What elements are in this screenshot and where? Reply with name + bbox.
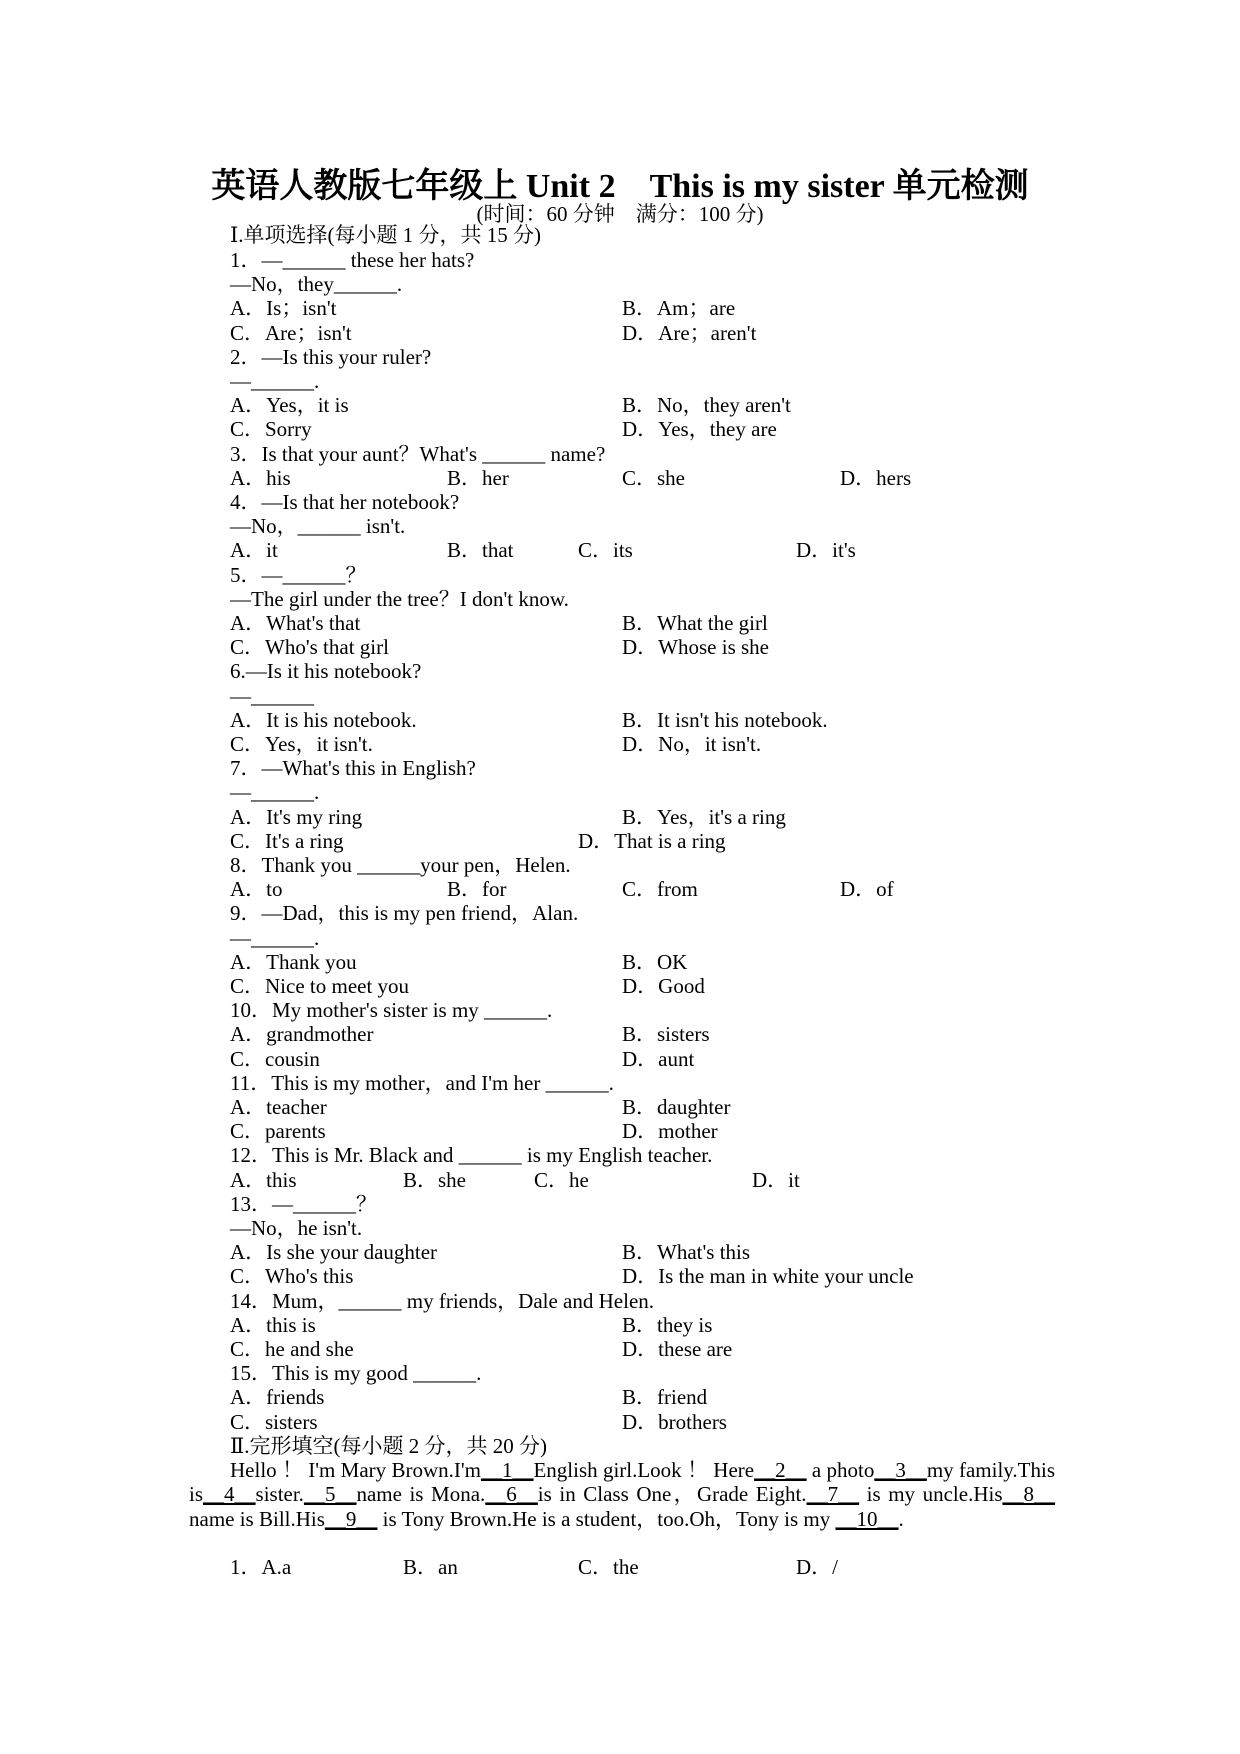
question-8-option-a: A．to (230, 877, 283, 902)
question-15-option-d: D．brothers (622, 1409, 727, 1434)
question-3-option-d: D．hers (840, 465, 912, 490)
cloze-blank: __5__ (303, 1482, 357, 1507)
question-6-option-a: A．It is his notebook. (230, 707, 417, 732)
question-14-option-c: C．he and she (230, 1337, 354, 1361)
cloze-text: name is Bill.His (189, 1506, 325, 1531)
question-4-option-a: A．it (230, 538, 278, 563)
cloze-blank: __1__ (480, 1458, 534, 1482)
question-7-line-1: 7．—What's this in English? (230, 756, 476, 781)
question-3-option-b: B．her (447, 465, 509, 490)
question-4-line-2: —No，______ isn't. (230, 514, 406, 539)
cloze-text: . (898, 1506, 904, 1531)
question-5-option-a: A．What's that (230, 611, 361, 635)
cloze-text: is Tony Brown.He is a student，too.Oh，Tony is my (377, 1506, 836, 1531)
cloze-blank: __6__ (485, 1482, 538, 1507)
question-6-option-d: D．No，it isn't. (622, 732, 762, 756)
question-6-line-2: —______ (230, 683, 314, 708)
question-15-option-a: A．friends (230, 1385, 325, 1410)
question-11-option-c: C．parents (230, 1119, 326, 1144)
question-5-option-c: C．Who's that girl (230, 635, 389, 660)
question-7-option-d: D．That is a ring (578, 828, 726, 853)
question-9-option-b: B．OK (622, 949, 688, 974)
cloze-passage (189, 1458, 1055, 1531)
cloze-blank: __3__ (874, 1458, 927, 1482)
question-13-option-a: A．Is she your daughter (230, 1240, 438, 1265)
cloze-q1-option-d: D．/ (796, 1554, 838, 1579)
question-3-option-a: A．his (230, 465, 291, 490)
question-5-line-1: 5．—______？ (230, 562, 367, 587)
question-11-option-a: A．teacher (230, 1095, 327, 1119)
question-1-option-d: D．Are；aren't (622, 320, 757, 345)
cloze-blank: __7__ (806, 1482, 860, 1507)
cloze-q1-option-b: B．an (403, 1554, 458, 1579)
question-13-option-b: B．What's this (622, 1240, 751, 1265)
question-7-line-2: —______. (230, 780, 320, 805)
question-14-option-a: A．this is (230, 1312, 316, 1337)
question-5-line-2: —The girl under the tree？I don't know. (230, 586, 569, 611)
question-7-option-a: A．It's my ring (230, 804, 363, 829)
question-2-option-c: C．Sorry (230, 417, 312, 442)
cloze-text: a photo (806, 1458, 875, 1482)
question-12-line-1: 12．This is Mr. Black and ______ is my English teacher. (230, 1143, 713, 1168)
question-15-option-b: B．friend (622, 1385, 708, 1410)
question-3-line-1: 3．Is that your aunt？What's ______ name? (230, 441, 606, 466)
cloze-blank: __8__ (1002, 1482, 1055, 1507)
question-15-line-1: 15．This is my good ______. (230, 1361, 482, 1386)
question-10-line-1: 10．My mother's sister is my ______. (230, 998, 553, 1023)
question-9-option-d: D．Good (622, 974, 705, 998)
question-6-line-1: 6.—Is it his notebook? (230, 659, 422, 684)
question-6-option-c: C．Yes，it isn't. (230, 732, 373, 756)
question-7-option-b: B．Yes，it's a ring (622, 804, 786, 829)
question-10-option-c: C．cousin (230, 1046, 320, 1071)
cloze-text: is my uncle.His (859, 1482, 1003, 1507)
question-9-line-1: 9．—Dad，this is my pen friend，Alan. (230, 901, 579, 926)
page-subtitle: (时间：60 分钟 满分：100 分) (476, 202, 764, 226)
question-14-option-b: B．they is (622, 1312, 713, 1337)
question-4-option-b: B．that (447, 538, 514, 563)
question-12-option-d: D．it (752, 1167, 800, 1192)
question-11-option-d: D．mother (622, 1119, 718, 1144)
cloze-q1-option-c: C．the (578, 1554, 639, 1579)
cloze-q1-option-a: 1．A.a (230, 1554, 292, 1579)
cloze-text: name is Mona. (356, 1482, 486, 1507)
cloze-text: is in Class One，Grade Eight. (537, 1482, 807, 1507)
question-2-line-2: —______. (230, 369, 320, 393)
question-4-option-d: D．it's (796, 538, 856, 563)
cloze-text: sister. (255, 1482, 304, 1507)
question-7-option-c: C．It's a ring (230, 828, 344, 853)
question-13-option-d: D．Is the man in white your uncle (622, 1264, 914, 1289)
question-10-option-a: A．grandmother (230, 1022, 374, 1047)
question-6-option-b: B．It isn't his notebook. (622, 707, 828, 732)
question-5-option-d: D．Whose is she (622, 635, 769, 660)
question-3-option-c: C．she (622, 465, 685, 490)
section-2-heading: Ⅱ.完形填空(每小题 2 分，共 20 分) (230, 1433, 548, 1458)
question-11-line-1: 11．This is my mother，and I'm her ______. (230, 1070, 614, 1095)
question-1-option-a: A．Is；isn't (230, 296, 337, 321)
cloze-text: Hello ！ I'm Mary Brown.I'm (230, 1458, 481, 1482)
question-8-option-d: D．of (840, 877, 894, 902)
question-1-option-c: C．Are；isn't (230, 320, 352, 345)
question-2-line-1: 2．—Is this your ruler? (230, 344, 432, 369)
question-1-option-b: B．Am；are (622, 296, 736, 321)
question-10-option-b: B．sisters (622, 1022, 710, 1047)
question-12-option-c: C．he (534, 1167, 589, 1192)
question-4-line-1: 4．—Is that her notebook? (230, 490, 460, 514)
question-5-option-b: B．What the girl (622, 611, 768, 635)
question-14-option-d: D．these are (622, 1337, 733, 1361)
question-13-option-c: C．Who's this (230, 1264, 354, 1289)
cloze-text: English girl.Look ！ Here (533, 1458, 755, 1482)
question-13-line-2: —No，he isn't. (230, 1216, 363, 1240)
question-10-option-d: D．aunt (622, 1046, 695, 1071)
section-1-heading: Ⅰ.单项选择(每小题 1 分，共 15 分) (230, 223, 542, 247)
question-12-option-b: B．she (403, 1167, 466, 1192)
question-2-option-d: D．Yes，they are (622, 417, 777, 442)
cloze-blank: __10__ (835, 1506, 899, 1531)
cloze-blank: __4__ (203, 1482, 256, 1507)
page-title: 英语人教版七年级上 Unit 2 This is my sister 单元检测 (211, 168, 1029, 205)
question-2-option-b: B．No，they aren't (622, 393, 791, 418)
question-13-line-1: 13．—______？ (230, 1191, 377, 1216)
cloze-text: my family.This is (189, 1458, 1056, 1507)
question-9-option-c: C．Nice to meet you (230, 974, 410, 998)
question-8-option-c: C．from (622, 877, 698, 902)
question-8-option-b: B．for (447, 877, 507, 902)
question-2-option-a: A．Yes，it is (230, 393, 349, 418)
question-11-option-b: B．daughter (622, 1095, 731, 1119)
question-12-option-a: A．this (230, 1167, 297, 1192)
question-14-line-1: 14．Mum，______ my friends，Dale and Helen. (230, 1288, 655, 1313)
question-9-option-a: A．Thank you (230, 949, 357, 974)
question-8-line-1: 8．Thank you ______your pen，Helen. (230, 853, 571, 877)
question-4-option-c: C．its (578, 538, 633, 563)
question-15-option-c: C．sisters (230, 1409, 318, 1434)
cloze-blank: __9__ (324, 1506, 378, 1531)
question-1-line-1: 1．—______ these her hats? (230, 248, 475, 272)
question-1-line-2: —No，they______. (230, 272, 403, 297)
cloze-blank: __2__ (754, 1458, 807, 1482)
question-9-line-2: —______. (230, 925, 320, 950)
